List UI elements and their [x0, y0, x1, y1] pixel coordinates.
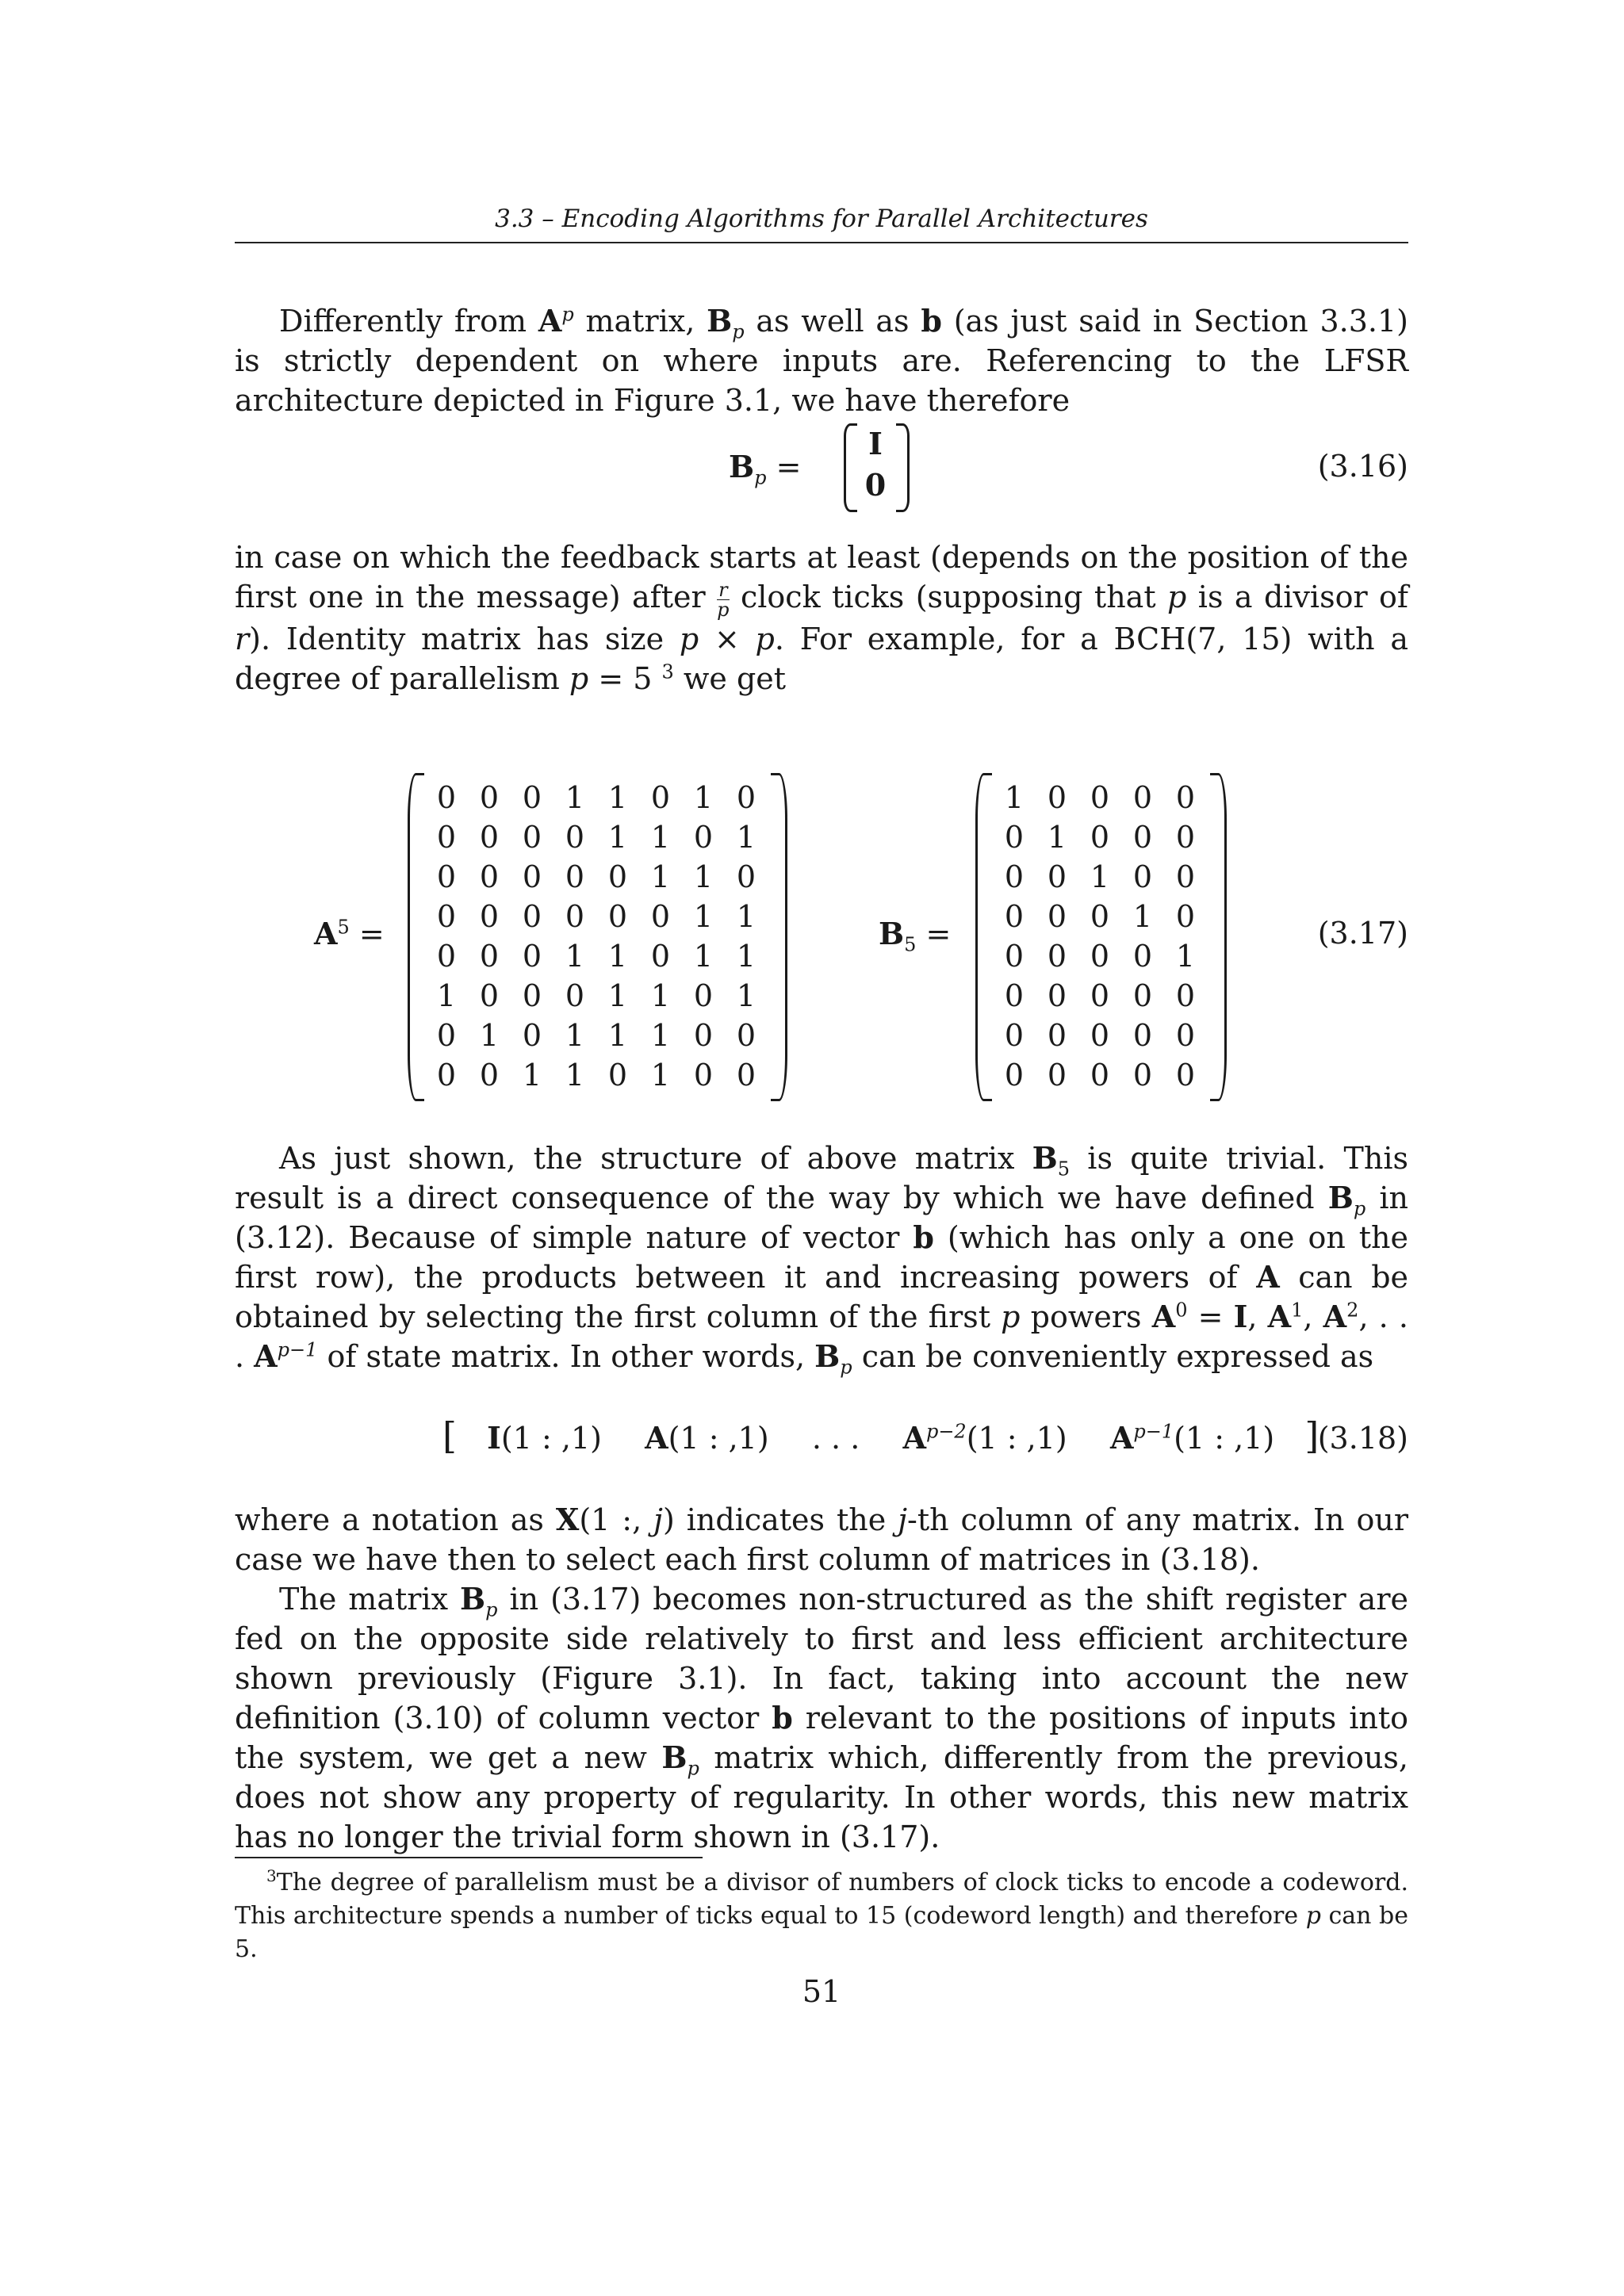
matrix-entry: 0 [1004, 899, 1025, 934]
text: . For example, for a BCH(7, 15) with a degree of parallelism [235, 622, 1408, 696]
vector-symbol: b [772, 1700, 793, 1735]
matrix-entry: 0 [736, 1018, 756, 1053]
text: as well as [744, 304, 921, 339]
superscript: 1 [1291, 1299, 1304, 1322]
text: where a notation as [235, 1502, 556, 1537]
subscript: p [732, 320, 745, 343]
text: The degree of parallelism must be a divisor of numbers of clock ticks to encode a codeword. This architecture spends a number of ticks equal to 15 (codeword length) and therefore [235, 1869, 1408, 1930]
equals-sign: = [349, 916, 385, 951]
variable: j [653, 1502, 663, 1537]
matrix-entry: I [868, 426, 883, 461]
matrix-entry: 0 [1175, 859, 1196, 894]
fraction [717, 580, 729, 619]
matrix-entry: 0 [1047, 780, 1067, 815]
matrix-entry: 0 [693, 1018, 714, 1053]
matrix-entry: 0 [1004, 978, 1025, 1013]
matrix-entry: 0 [1004, 820, 1025, 855]
matrix-entry: 0 [1047, 978, 1067, 1013]
matrix-entry: 0 [565, 978, 585, 1013]
matrix-symbol: A [902, 1420, 926, 1456]
vector-entries [858, 423, 893, 506]
matrix-entry: 1 [693, 939, 714, 974]
text: (which has only a one on the first row), the products between it and increasing powers of [235, 1220, 1408, 1295]
text: relevant to the positions of inputs into the system, we get a new [235, 1701, 1408, 1775]
matrix-entry: 1 [1090, 859, 1110, 894]
matrix-symbol: B [729, 449, 755, 484]
text: ). Identity matrix has size [249, 622, 680, 656]
matrix-entry: 0 [436, 1018, 457, 1053]
matrix-entry: 0 [1132, 978, 1153, 1013]
equation-number: (3.18) [1317, 1421, 1408, 1456]
matrix-entry: 0 [522, 899, 542, 934]
text: in case on which the feedback starts at least (depends on the position of the first one in the message) after [235, 540, 1408, 614]
matrix-entry: 0 [479, 1058, 500, 1093]
matrix-entry: 0 [693, 978, 714, 1013]
vector-symbol: b [913, 1219, 934, 1255]
matrix-entry: 0 [522, 780, 542, 815]
right-paren [1210, 773, 1227, 1101]
matrix-entry: 0 [650, 939, 671, 974]
matrix-entry: 0 [650, 780, 671, 815]
matrix-entry: 0 [1132, 1018, 1153, 1053]
matrix-symbol: I [487, 1420, 501, 1456]
matrix-entry: 1 [1132, 899, 1153, 934]
matrix-entry: 0 [1090, 1018, 1110, 1053]
matrix-b5 [993, 778, 1207, 1095]
matrix-entry: 0 [479, 978, 500, 1013]
matrix-entry: 0 [607, 899, 628, 934]
matrix-entry: 0 [650, 899, 671, 934]
matrix-entry: 0 [436, 859, 457, 894]
matrix-symbol: A [1151, 1299, 1176, 1334]
matrix-entry: 0 [607, 859, 628, 894]
matrix-entry: 1 [693, 780, 714, 815]
matrix-entry: 0 [479, 859, 500, 894]
subscript: p [840, 1356, 852, 1379]
text: of state matrix. In other words, [317, 1339, 815, 1374]
matrix-entry: 1 [607, 1018, 628, 1053]
matrix-entry: 0 [522, 820, 542, 855]
matrix-entry: 1 [650, 1058, 671, 1093]
subscript: p [1353, 1197, 1366, 1220]
text: , [1247, 1299, 1268, 1334]
matrix-symbol: A [1256, 1259, 1280, 1295]
matrix-entry: 1 [650, 1018, 671, 1053]
variable: p [1305, 1902, 1321, 1930]
right-bracket: ] [1304, 1414, 1320, 1457]
right-paren [896, 423, 910, 512]
subscript: p [485, 1598, 498, 1621]
fraction-denominator: p [717, 599, 730, 621]
column-selector: (1 : ,1) [966, 1421, 1067, 1456]
matrix-entry: 0 [565, 820, 585, 855]
matrix-entry: 1 [736, 939, 756, 974]
left-bracket: [ [442, 1414, 457, 1457]
matrix-entry: 0 [1132, 1058, 1153, 1093]
subscript: p [754, 466, 767, 489]
matrix-entry: 0 [565, 859, 585, 894]
matrix-symbol: B [1032, 1140, 1058, 1176]
matrix-entry: 1 [565, 1018, 585, 1053]
text: ) indicates the [662, 1502, 898, 1537]
text: , [1303, 1299, 1323, 1334]
footnote-marker[interactable]: 3 [661, 660, 674, 683]
text: (as just said in Section 3.3.1) is strictly dependent on where inputs are. Referencing to the LFSR architecture depicted in Figure 3.1, we have therefore [235, 304, 1408, 418]
footnote-marker: 3 [266, 1866, 277, 1885]
matrix-entry: 0 [607, 1058, 628, 1093]
matrix-entry: 0 [1047, 939, 1067, 974]
superscript: 0 [1175, 1299, 1188, 1322]
paragraph-1 [235, 301, 1408, 420]
matrix-entry: 0 [522, 859, 542, 894]
paragraph-5 [235, 1579, 1408, 1857]
text: matrix which, differently from the previous, does not show any property of regularity. In other words, this new matrix has no longer the trivial form shown in (3.17). [235, 1740, 1409, 1854]
matrix-entry: 0 [436, 820, 457, 855]
subscript: p [687, 1757, 699, 1780]
column-selector: (1 : ,1) [1174, 1421, 1275, 1456]
matrix-entry: 1 [736, 978, 756, 1013]
equation-number: (3.16) [1317, 449, 1408, 484]
variable: r [235, 622, 250, 656]
matrix-entry: 0 [693, 820, 714, 855]
matrix-entry: 0 [1047, 1018, 1067, 1053]
matrix-symbol: X [555, 1502, 580, 1537]
matrix-entry: 0 [1175, 978, 1196, 1013]
footnote-rule [235, 1857, 703, 1858]
matrix-entry: 0 [1132, 859, 1153, 894]
footnote [235, 1866, 1408, 1966]
text: in (3.12). Because of simple nature of vector [235, 1181, 1408, 1255]
matrix-entry: 0 [1090, 899, 1110, 934]
matrix-entry: 1 [607, 978, 628, 1013]
matrix-entry: 1 [1175, 939, 1196, 974]
matrix-entry: 0 [522, 939, 542, 974]
matrix-entry: 1 [693, 899, 714, 934]
text: Differently from [279, 304, 538, 339]
matrix-entry: 1 [565, 939, 585, 974]
matrix-entry: 0 [1175, 1018, 1196, 1053]
matrix-entry: 0 [1132, 939, 1153, 974]
superscript: 5 [337, 916, 350, 939]
row-vector [442, 1414, 1319, 1457]
matrix-entry: 0 [1004, 859, 1025, 894]
text: As just shown, the structure of above matrix [279, 1141, 1032, 1176]
matrix-symbol: A [254, 1338, 278, 1374]
matrix-entry: 0 [565, 899, 585, 934]
matrix-entry: 0 [522, 1018, 542, 1053]
equation-3-16 [235, 419, 1408, 514]
matrix-entry: 0 [1004, 1018, 1025, 1053]
math-expression: p × p [679, 622, 775, 656]
matrix-entry: 0 [1090, 939, 1110, 974]
equation-3-18 [235, 1410, 1408, 1465]
variable: p [569, 661, 589, 696]
vector-symbol: b [921, 303, 942, 339]
matrix-entry: 0 [1175, 1058, 1196, 1093]
running-head: 3.3 – Encoding Algorithms for Parallel Architectures [495, 205, 1148, 233]
matrix-entry: 1 [650, 859, 671, 894]
equation-number: (3.17) [1317, 916, 1408, 951]
superscript: 2 [1346, 1299, 1359, 1322]
matrix-symbol: I [1233, 1299, 1248, 1334]
a5-label [314, 916, 385, 951]
text: = [1187, 1299, 1234, 1334]
variable: j [898, 1502, 907, 1537]
subscript: 5 [1057, 1158, 1071, 1181]
matrix-entry: 0 [1132, 780, 1153, 815]
matrix-entry: 0 [436, 939, 457, 974]
matrix-entry: 0 [1004, 939, 1025, 974]
matrix-entry: 0 [522, 978, 542, 1013]
superscript: p−2 [925, 1420, 967, 1443]
left-paren [408, 773, 424, 1101]
paragraph-3 [235, 1138, 1409, 1379]
matrix-entry: 0 [864, 467, 887, 503]
matrix-entry: 0 [1090, 1058, 1110, 1093]
text: can be conveniently expressed as [852, 1339, 1374, 1374]
equals-sign: = [916, 916, 952, 951]
matrix-symbol: B [1327, 1180, 1354, 1215]
matrix-entry: 0 [1175, 780, 1196, 815]
paragraph-4 [235, 1500, 1408, 1579]
text: clock ticks (supposing that [729, 580, 1168, 614]
right-paren [771, 773, 787, 1101]
matrix-entry: 0 [1175, 899, 1196, 934]
equation-3-17 [235, 773, 1408, 1106]
b5-label [879, 916, 952, 956]
text: = 5 [588, 661, 662, 696]
matrix-symbol: A [538, 303, 562, 339]
text: powers [1020, 1299, 1152, 1334]
matrix-entry: 0 [436, 780, 457, 815]
text: can be obtained by selecting the first column of the first [235, 1260, 1409, 1334]
text: -th column of any matrix. In our case we have then to select each first column of matrices in (3.18). [235, 1502, 1408, 1577]
matrix-symbol: A [1109, 1420, 1134, 1456]
text: matrix, [573, 304, 707, 339]
variable: p [1167, 580, 1187, 614]
header-rule [235, 242, 1408, 243]
matrix-entry: 0 [736, 1058, 756, 1093]
variable: p [1001, 1299, 1021, 1334]
matrix-symbol: A [1323, 1299, 1347, 1334]
matrix-entry: 0 [479, 820, 500, 855]
text: is quite trivial. This result is a direct consequence of the way by which we have defined [235, 1141, 1408, 1215]
matrix-symbol: B [879, 916, 905, 951]
matrix-entry: 1 [565, 1058, 585, 1093]
matrix-entry: 1 [479, 1018, 500, 1053]
matrix-entry: 1 [607, 780, 628, 815]
matrix-entry: 0 [1175, 820, 1196, 855]
text: , . . . [235, 1299, 1408, 1374]
page [235, 0, 1408, 2296]
matrix-symbol: A [645, 1420, 668, 1456]
text: is a divisor of [1186, 580, 1408, 614]
equals-sign: = [766, 450, 802, 484]
matrix-entry: 0 [436, 899, 457, 934]
subscript: 5 [904, 933, 917, 956]
matrix-entry: 0 [736, 780, 756, 815]
ellipsis: . . . [811, 1421, 860, 1456]
matrix-symbol: B [707, 303, 733, 339]
superscript: p−1 [1133, 1420, 1174, 1443]
matrix-entry: 0 [479, 939, 500, 974]
matrix-entry: 0 [693, 1058, 714, 1093]
matrix-symbol: B [814, 1338, 841, 1374]
text: in (3.17) becomes non-structured as the shift register are fed on the opposite side relatively to first and less efficient architecture shown previously (Figure 3.1). In fact, taking into account the new definition (3.10) of column vector [235, 1582, 1408, 1735]
matrix-entry: 1 [1004, 780, 1025, 815]
text: we get [673, 661, 787, 696]
matrix-entry: 1 [1047, 820, 1067, 855]
matrix-entry: 0 [479, 899, 500, 934]
matrix-entry: 0 [1004, 1058, 1025, 1093]
superscript: p [561, 303, 574, 326]
matrix-entry: 1 [607, 820, 628, 855]
matrix-entry: 1 [693, 859, 714, 894]
matrix-entry: 0 [1090, 978, 1110, 1013]
matrix-entry: 1 [736, 820, 756, 855]
superscript: p−1 [277, 1338, 318, 1361]
fraction-numerator: r [718, 579, 728, 601]
matrix-entry: 0 [1090, 820, 1110, 855]
text: (1 :, [579, 1502, 654, 1537]
matrix-entry: 1 [522, 1058, 542, 1093]
matrix-entry: 0 [1132, 820, 1153, 855]
page-number: 51 [802, 1974, 841, 2009]
matrix-symbol: B [459, 1581, 486, 1617]
left-paren [975, 773, 992, 1101]
matrix-entry: 0 [736, 859, 756, 894]
matrix-entry: 0 [1047, 899, 1067, 934]
matrix-entry: 1 [607, 939, 628, 974]
matrix-entry: 1 [736, 899, 756, 934]
column-selector: (1 : ,1) [500, 1421, 602, 1456]
text: can be 5. [235, 1902, 1408, 1963]
matrix-entry: 1 [436, 978, 457, 1013]
matrix-a5 [425, 778, 768, 1095]
matrix-entry: 0 [1047, 859, 1067, 894]
column-selector: (1 : ,1) [668, 1421, 769, 1456]
eq-lhs [729, 449, 802, 489]
matrix-entry: 1 [650, 820, 671, 855]
matrix-entry: 1 [565, 780, 585, 815]
matrix-symbol: B [661, 1739, 688, 1775]
text: The matrix [279, 1582, 460, 1617]
matrix-entry: 0 [1047, 1058, 1067, 1093]
matrix-symbol: A [314, 916, 338, 951]
paragraph-2 [235, 538, 1408, 698]
matrix-entry: 1 [650, 978, 671, 1013]
matrix-entry: 0 [479, 780, 500, 815]
matrix-entry: 0 [436, 1058, 457, 1093]
matrix-symbol: A [1267, 1299, 1292, 1334]
left-paren [844, 423, 857, 512]
matrix-entry: 0 [1090, 780, 1110, 815]
